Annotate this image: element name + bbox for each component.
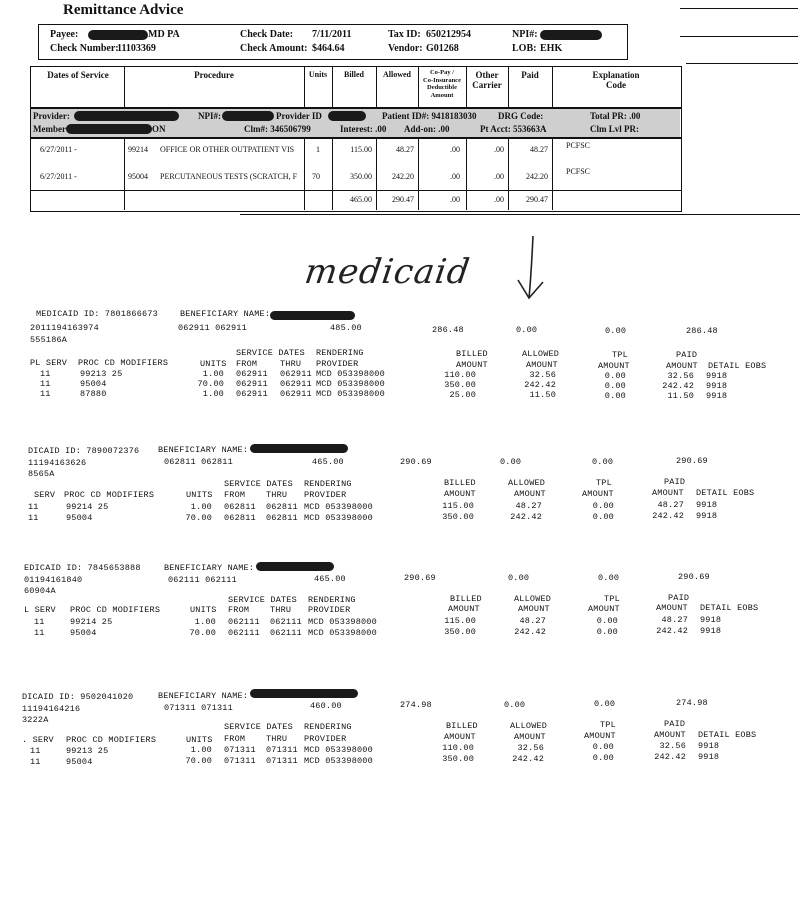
check-date: 7/11/2011 [312, 29, 352, 40]
check-date-label: Check Date: [240, 29, 294, 40]
interest: Interest: .00 [340, 124, 387, 134]
col-header-billed: Billed [343, 70, 364, 79]
redaction-provider-npi [222, 111, 274, 121]
patient-id: Patient ID#: 9418183030 [382, 111, 477, 121]
drg-code: DRG Code: [498, 111, 544, 121]
col-header-other-carrier: Other Carrier [472, 70, 502, 90]
pt-acct: Pt Acct: 553663A [480, 124, 547, 134]
redaction-beneficiary [270, 311, 355, 320]
lob: EHK [540, 43, 563, 54]
redaction-provider [74, 111, 179, 121]
check-number: 11103369 [117, 43, 156, 54]
total-pr: Total PR: .00 [590, 111, 641, 121]
col-header-dates: Dates of Service [47, 70, 109, 80]
document-title: Remittance Advice [63, 2, 184, 18]
col-header-paid: Paid [521, 70, 539, 80]
add-on: Add-on: .00 [404, 124, 450, 134]
redaction-member [66, 124, 152, 134]
member-tail: ON [152, 124, 166, 134]
provider-npi-label: NPI#: [198, 111, 221, 121]
handwritten-note: medicaid [302, 252, 473, 292]
tax-id-label: Tax ID: [388, 29, 421, 40]
tax-id: 650212954 [426, 29, 471, 40]
vendor: G01268 [426, 43, 459, 54]
check-amount-label: Check Amount: [240, 43, 308, 54]
redaction-payee-name [88, 30, 148, 40]
claim-number: Clm#: 346506799 [244, 124, 311, 134]
col-header-allowed: Allowed [383, 70, 411, 79]
lob-label: LOB: [512, 43, 537, 54]
arrow-down-icon [505, 232, 555, 304]
redaction-provider-id [328, 111, 366, 121]
col-header-units: Units [308, 70, 328, 79]
check-number-label: Check Number: [50, 43, 119, 54]
payee-suffix: MD PA [148, 29, 180, 40]
redaction-beneficiary [256, 562, 334, 571]
redaction-beneficiary [250, 444, 348, 453]
provider-label: Provider: [33, 111, 70, 121]
col-header-copay: Co-Pay / Co-Insurance Deductible Amount [423, 69, 461, 99]
vendor-label: Vendor: [388, 43, 423, 54]
redaction-beneficiary [250, 689, 358, 698]
payee-label: Payee: [50, 29, 79, 40]
npi-label: NPI#: [512, 29, 538, 40]
col-header-explanation: Explanation Code [592, 70, 640, 90]
redaction-npi [540, 30, 602, 40]
clm-lvl-pr: Clm Lvl PR: [590, 124, 639, 134]
col-header-procedure: Procedure [194, 70, 234, 80]
check-amount: $464.64 [312, 43, 345, 54]
provider-id-label: Provider ID [276, 111, 322, 121]
member-label: Member [33, 124, 66, 134]
